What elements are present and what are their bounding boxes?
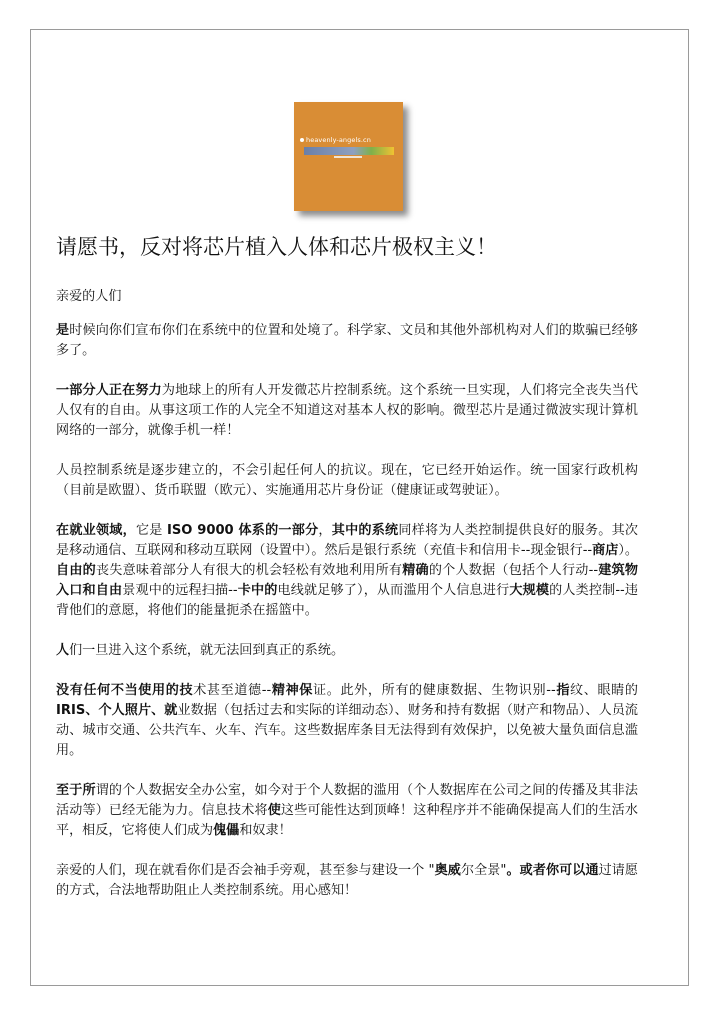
bold-text: 自由的: [56, 563, 96, 578]
bold-text: 大规模: [509, 583, 550, 598]
paragraph-text: 和奴隶！: [239, 823, 292, 838]
paragraph-text: 业数据（包括过去和实际的详细动态）、财务和持有数据（财产和物品）、人员流动、城市交通、公共汽车、火车、汽车。这些数据库条目无法得到有效保护，以免被大量负面信息滥用。: [56, 703, 638, 758]
paragraph-1: [56, 321, 638, 361]
page-title: 请愿书，反对将芯片植入人体和芯片极权主义！: [56, 235, 497, 259]
paragraph-6: [56, 681, 638, 761]
paragraph-5: [56, 641, 638, 661]
logo-dot-icon: [300, 138, 304, 142]
paragraph-text: 谓的个人数据安全办公室，如今对于个人数据的滥用（个人数据库在公司之间的传播及其非法活动等）已经无能为力。信息技术将: [56, 783, 639, 818]
bold-text: 人: [56, 643, 70, 658]
paragraph-4: [56, 521, 638, 621]
bold-text: 使: [267, 803, 281, 818]
salutation: 亲爱的人们: [56, 289, 122, 304]
petition-body: [56, 287, 638, 921]
paragraph-text: 的个人数据（包括个人行动--: [428, 563, 599, 578]
bold-text: 精神保: [271, 683, 314, 698]
paragraph-text: 景观中的远程扫描--: [122, 583, 238, 598]
paragraph-text: 的人类控制--违背他们的意愿，将他们的能量扼杀在摇篮中。: [56, 583, 639, 618]
bold-text: 精确: [402, 563, 429, 578]
bold-text: 至于所: [56, 783, 96, 798]
paragraph-text: 亲爱的人们，现在就看你们是否会袖手旁观，甚至参与建设一个 ": [56, 863, 435, 878]
paragraph-text: 电线就足够了），从而滥用个人信息进行: [277, 583, 510, 598]
paragraph-text: 这些可能性达到顶峰！这种程序并不能确保提高人们的生活水平，相反，它将使人们成为: [56, 803, 639, 838]
paragraph-text: 过请愿的方式，合法地帮助阻止人类控制系统。用心感知！: [56, 863, 639, 898]
bold-text: 奥威: [434, 863, 461, 878]
paragraph-text: 证。此外，所有的健康数据、生物识别--: [313, 683, 556, 698]
bold-text: ISO 9000 体系的一部分: [167, 523, 319, 538]
logo-text: heavenly-angels.cn: [306, 136, 371, 144]
paragraph-text: 纹、眼睛的: [570, 683, 638, 698]
bold-text: 建筑物入口和自由: [56, 563, 639, 598]
bold-text: 商店: [592, 543, 619, 558]
bold-text: 傀儡: [213, 823, 240, 838]
bold-text: 没有任何不当使用的技: [56, 683, 194, 698]
site-logo: [294, 102, 403, 211]
bold-text: 。或者你可以通: [506, 863, 599, 878]
paragraph-text: 丧失意味着部分人有很大的机会轻松有效地利用所有: [95, 563, 403, 578]
paragraph-text: 同样将为人类控制提供良好的服务。其次是移动通信、互联网和移动互联网（设置中）。然后是银行系统（充值卡和信用卡--现金银行--: [56, 523, 639, 558]
logo-banner-strip: [304, 147, 394, 155]
bold-text: 在就业领域，: [56, 523, 136, 538]
paragraph-8: [56, 861, 638, 901]
bold-text: 指: [555, 683, 571, 698]
paragraph-text: 为地球上的所有人开发微芯片控制系统。这个系统一旦实现，人们将完全丧失当代人仅有的自由。从事这项工作的人完全不知道这对基本人权的影响。微型芯片是通过微波实现计算机网络的一部分，就像手机一样！: [56, 383, 638, 438]
paragraph-text: 们一旦进入这个系统，就无法回到真正的系统。: [69, 643, 345, 658]
paragraph-2: [56, 381, 638, 441]
bold-text: 卡中的: [237, 583, 278, 598]
bold-text: IRIS、个人照片、就: [56, 703, 178, 718]
bold-text: 一部分人正在努力: [56, 383, 162, 398]
paragraph-text: ）。: [618, 543, 638, 558]
paragraph-text: 时候向你们宣布你们在系统中的位置和处境了。科学家、文员和其他外部机构对人们的欺骗已经够多了。: [56, 323, 639, 358]
bold-text: 其中的系统: [331, 523, 399, 538]
bold-text: 是: [56, 323, 70, 338]
paragraph-text: 人员控制系统是逐步建立的，不会引起任何人的抗议。现在，它已经开始运作。统一国家行政机构（目前是欧盟）、货币联盟（欧元）、实施通用芯片身份证（健康证或驾驶证）。: [56, 463, 638, 498]
paragraph-3: [56, 461, 638, 501]
paragraph-text: ，: [318, 523, 332, 538]
logo-subline: [334, 156, 362, 158]
paragraph-text: 术甚至道德--: [193, 683, 272, 698]
paragraph-text: 尔全景": [460, 863, 507, 878]
paragraph-text: 它是: [135, 523, 167, 538]
paragraph-7: [56, 781, 638, 841]
